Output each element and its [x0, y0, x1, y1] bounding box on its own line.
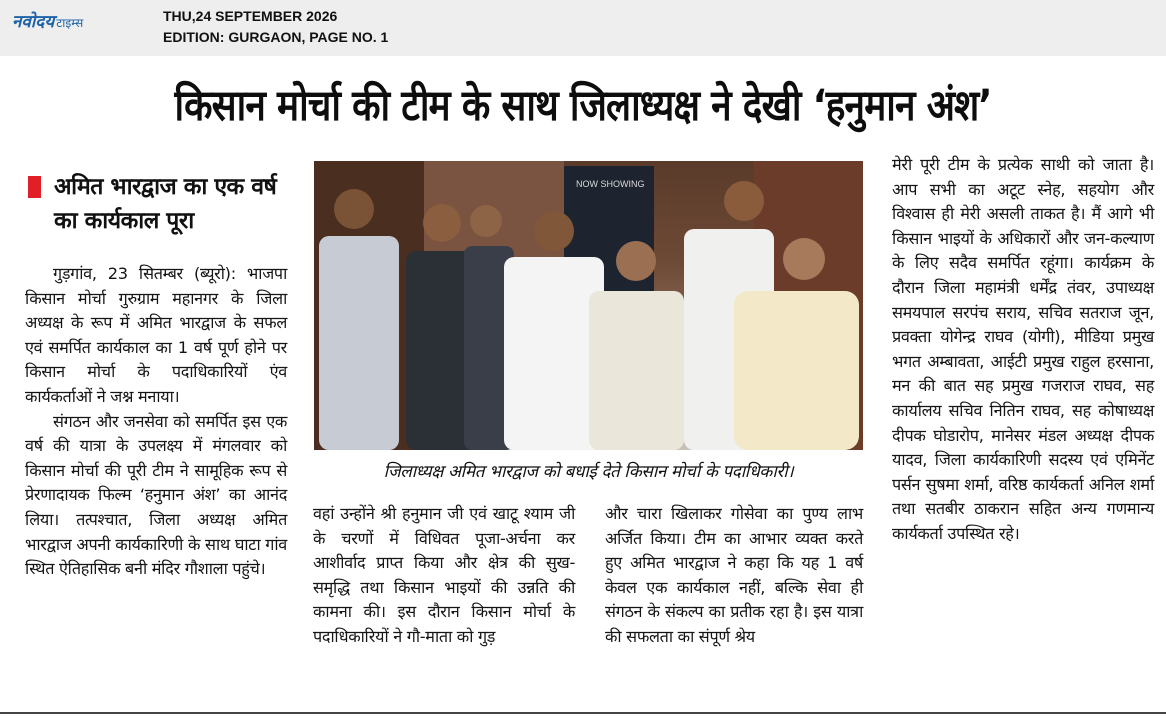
page-header	[0, 0, 1166, 56]
article-paragraph: मेरी पूरी टीम के प्रत्येक साथी को जाता है। आप सभी का अटूट स्नेह, सहयोग और विश्वास ही मेरी असली ताकत है। मैं आगे भी किसान भाइयों के अधिकारों और जन-कल्याण के लिए सदैव समर्पित रहूंगा। कार्यक्रम के दौरान जिला महामंत्री धर्मेंद्र तंवर, उपाध्यक्ष समयपाल सरपंच सराय, सचिव सतराज जून, प्रवक्ता योगेन्द्र राघव (योगी), मीडिया प्रमुख भगत अम्बावता, आईटी प्रमुख राहुल हरसाना, मन की बात सह प्रमुख गजराज राघव, सह कार्यालय सचिव नितिन राघव, सह कोषाध्यक्ष दीपक घोडारोप, मानेसर मंडल अध्यक्ष दीपक यादव, जिला कार्यकारिणी सदस्य एवं एमिनेंट पर्सन सुषमा शर्मा, वरिष्ठ कार्यकर्ता अनिल शर्मा तथा सतबीर ठाकरान सहित अन्य गणमान्य कार्यकर्ता उपस्थित रहे।	[892, 155, 1154, 543]
article-paragraph: संगठन और जनसेवा को समर्पित इस एक वर्ष की यात्रा के उपलक्ष्य में मंगलवार को किसान मोर्चा की पूरी टीम ने सामूहिक रूप से प्रेरणादायक फिल्म ‘हनुमान अंश’ का आनंद लिया। तत्पश्चात, जिला अध्यक्ष अमित भारद्वाज अपनी कार्यकारिणी के साथ घाटा गांव स्थित ऐतिहासिक बनी मंदिर गौशाला पहुंचे।	[25, 411, 287, 579]
newspaper-logo[interactable]	[12, 9, 83, 32]
group-photo-illustration	[314, 161, 863, 450]
headline-container	[0, 62, 1166, 144]
article-paragraph: वहां उन्होंने श्री हनुमान जी एवं खाटू श्याम जी के चरणों में विधिवत पूजा-अर्चना कर आशीर्वाद प्राप्त किया और क्षेत्र की सुख-समृद्धि तथा किसान भाइयों की उन्नति की कामना की। इस दौरान किसान मोर्चा के पदाधिकारियों ने गौ-माता को गुड़	[313, 504, 575, 646]
article-paragraph: गुड़गांव, 23 सितम्बर (ब्यूरो): भाजपा किसान मोर्चा गुरुग्राम महानगर के जिला अध्यक्ष के रूप में अमित भारद्वाज के सफल एवं समर्पित कार्यकाल का 1 वर्ष पूर्ण होने पर किसान मोर्चा के पदाधिकारियों एंव कार्यकर्ताओं ने जश्न मनाया।	[25, 264, 287, 406]
article-column-2	[313, 502, 575, 650]
article-headline: किसान मोर्चा की टीम के साथ जिलाध्यक्ष ने देखी ‘हनुमान अंश’	[174, 80, 992, 131]
article-subheadline: अमित भारद्वाज का एक वर्ष का कार्यकाल पूरा	[54, 174, 277, 234]
bottom-divider	[0, 712, 1166, 714]
subhead-marker	[28, 176, 41, 198]
article-paragraph: और चारा खिलाकर गोसेवा का पुण्य लाभ अर्जित किया। टीम का आभार व्यक्त करते हुए अमित भारद्वाज ने कहा कि यह 1 वर्ष केवल एक कार्यकाल नहीं, बल्कि सेवा ही संगठन के संकल्प का प्रतीक रहा है। इस यात्रा की सफलता का संपूर्ण श्रेय	[605, 504, 863, 646]
logo-main-text: नवोदय	[12, 12, 55, 32]
article-column-3	[605, 502, 863, 650]
subheadline-block	[28, 170, 298, 238]
news-photo	[314, 161, 863, 450]
logo-sub-text: टाइम्स	[56, 16, 84, 30]
poster-text: NOW SHOWING	[576, 179, 645, 189]
edition-date: THU,24 SEPTEMBER 2026	[163, 8, 338, 24]
photo-caption: जिलाध्यक्ष अमित भारद्वाज को बधाई देते किसान मोर्चा के पदाधिकारी।	[383, 462, 794, 482]
article-column-4	[892, 153, 1154, 547]
edition-info: EDITION: GURGAON, PAGE NO. 1	[163, 29, 389, 45]
article-column-1	[25, 262, 287, 582]
